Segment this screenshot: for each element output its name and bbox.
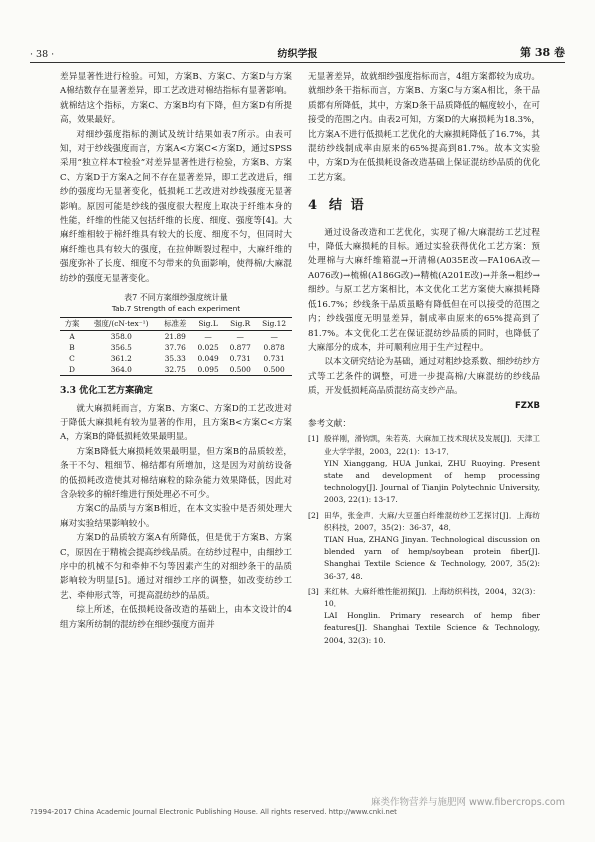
section-title: 结 语 [329, 198, 366, 214]
table-cell: 361.2 [110, 354, 132, 364]
section-number: 4 [308, 198, 320, 214]
section-heading: 3.3 优化工艺方案确定 [60, 385, 153, 397]
table-header: Sig.R [224, 318, 256, 330]
journal-name: 纺织学报 [277, 49, 318, 60]
table-cell: A [69, 332, 75, 342]
table-row [60, 364, 292, 376]
reference-en: TIAN Hua, ZHANG Jinyan. Technological discussion on blended yarn of hemp/soybean protein fiber[J]. Shanghai Textile Science & Technology, 2007, 35(2): 36-37, 48. [324, 534, 540, 581]
reference-number: [2] [308, 510, 319, 520]
table-cell: 0.025 [197, 343, 219, 353]
table-cell: — [270, 332, 278, 342]
paragraph: 方案B降低大麻损耗效果最明显，但方案B的品质较差，条干不匀、粗细节、棉结都有所增加，这是因为对前纺设备的低损耗改造使其对棉结麻粒的除杂能力效果降低，因此对含杂较多的棉纤维进行预处理必不可少。 [60, 446, 292, 500]
paragraph: 综上所述，在低损耗设备改造的基础上，由本文设计的4组方案所纺制的混纺纱在细纱强度方面并 [60, 605, 292, 630]
table-cell: C [69, 354, 75, 364]
reference-item [308, 433, 540, 506]
reference-item [308, 510, 540, 583]
reference-cn: 田华，张金声．大麻/大豆蛋白纤维混纺纱工艺探讨[J]．上海纺织科技，2007，35(2)：36-37，48． [324, 510, 540, 532]
table-cell: 0.731 [263, 354, 285, 364]
reference-en: LAI Honglin. Primary research of hemp fiber features[J]. Shanghai Textile Science & Technology, 2004, 32(3): 10. [324, 611, 540, 645]
paragraph: 对细纱强度指标的测试及统计结果如表7所示。由表可知，对于纱线强度而言，方案A<方案C<方案D，通过SPSS采用“独立样本T检验”对差异显著性进行检验，方案B、方案C、方案D于方案A之间不存在显著差异，即工艺改进后，细纱的强度均无显著变化，低损耗工艺改进对纱线强度无显著影响。原因可能是纱线的强度很大程度上取决于纤维本身的性能，纤维的性能又包括纤维的长度、细度、强度等[4]。大麻纤维相较于棉纤维具有较大的长度、细度不匀，但同时大麻纤维也具有较大的强度，在拉伸断裂过程中，大麻纤维的强度弥补了长度、细度不匀带来的负面影响，使得棉/大麻混纺纱的强度无显著变化。 [60, 129, 292, 284]
table-header: Sig.L [192, 318, 224, 330]
table-cell: 0.095 [192, 364, 224, 376]
references-title: 参考文献： [308, 418, 351, 429]
table-header: 强度/(cN·tex⁻¹) [84, 318, 159, 330]
table-cell: 0.500 [224, 364, 256, 376]
table-row [60, 331, 292, 343]
volume-label: 第 38 卷 [520, 46, 565, 59]
table-cell: 0.500 [256, 364, 292, 376]
right-column [308, 70, 540, 650]
reference-number: [1] [308, 434, 319, 444]
reference-number: [3] [308, 586, 319, 596]
table-cell: D [60, 364, 84, 376]
paragraph: 以本文研究结论为基础，通过对粗纱捻系数、细纱纺纱方式等工艺条件的调整，可进一步提高棉/大麻混纺的纱线品质，开发低损耗高品质混纺高支纱产品。 [308, 357, 540, 397]
table-header: Sig.12 [256, 318, 292, 330]
table-caption-en: Tab.7 Strength of each experiment [111, 304, 241, 314]
paragraph: 方案D的品质较方案A有所降低，但是优于方案B、方案C，原因在于精梳会提高纱线品质。在纺纱过程中，由细纱工序中的机械不匀和牵伸不匀等因素产生的对细纱条干的品质影响较为明显[5]。通过对细纱工序的调整，如改变纺纱工艺、牵伸形式等，可提高混纺纱的品质。 [60, 533, 292, 601]
page-header [30, 44, 565, 60]
reference-cn: 来红林．大麻纤维性能初探[J]．上海纺织科技，2004，32(3)：10． [324, 586, 540, 608]
table-cell: 364.0 [84, 364, 159, 376]
paragraph: 通过设备改造和工艺优化，实现了棉/大麻混纺工艺过程中，降低大麻损耗的目标。通过实验获得优化工艺方案：预处理棉与大麻纤维箱混→开清棉(A035E改—FA106A改—A076改)→梳棉(A186G改)→精梳(A201E改)→并条→粗纱→细纱。与原工艺方案相比，本文优化工艺方案使大麻损耗降低16.7%；纱线条干品质虽略有降低但在可以接受的范围之内；纱线强度无明显差异，制成率由原来的65%提高到了81.7%。本文优化工艺在保证混纺纱品质的同时，也降低了大麻部分的成本，并可顺利应用于生产过程中。 [308, 227, 540, 353]
left-column [60, 70, 292, 632]
table-cell: 0.878 [263, 343, 285, 353]
copyright-line: ?1994-2017 China Academic Journal Electronic Publishing House. All rights reserved. http://www.cnki.net [30, 808, 397, 816]
table-cell: 21.89 [164, 332, 186, 342]
journal-signature: FZXB [514, 400, 540, 411]
table-cell: 0.877 [229, 343, 251, 353]
page-number: · 38 · [30, 49, 55, 60]
paragraph: 就大麻损耗而言，方案B、方案C、方案D的工艺改进对于降低大麻损耗有较为显著的作用，且方案B<方案C<方案A，方案B的降低损耗效果最明显。 [60, 403, 292, 443]
table-cell: 356.5 [110, 343, 132, 353]
table-cell: 32.75 [159, 364, 192, 376]
page-footer [30, 797, 565, 816]
reference-item [308, 586, 540, 647]
table-cell: — [236, 332, 244, 342]
strength-table [60, 317, 292, 376]
table-cell: — [204, 332, 212, 342]
table-cell: 358.0 [110, 332, 132, 342]
reference-cn: 殷祥刚，滑钧凯，朱若英．大麻加工技术现状及发展[J]．天津工业大学学报，2003，22(1)：13-17． [324, 434, 540, 456]
paragraph: 无显著差异，故就细纱强度指标而言，4组方案都较为成功。就细纱条干指标而言，方案B、方案C与方案A相比，条干品质都有所降低，其中，方案D条干品质降低的幅度较小，在可接受的范围之内。由表2可知，方案D的大麻损耗为18.3%，比方案A不进行低损耗工艺优化的大麻损耗降低了16.7%，其混纺纱线制成率由原来的65%提高到81.7%。故本文实验中，方案D为在低损耗设备改造基础上保证混纺纱品质的优化工艺方案。 [308, 72, 540, 183]
table-cell: 35.33 [164, 354, 186, 364]
table-cell: B [69, 343, 75, 353]
reference-en: YIN Xianggang, HUA Junkai, ZHU Ruoying. Present state and development of hemp processing technology[J]. Journal of Tianjin Polytechnic University, 2003, 22(1): 13-17. [324, 458, 540, 505]
paragraph: 差异显著性进行检验。可知，方案B、方案C、方案D与方案A棉结数存在显著差异，即工艺改进对棉结指标有显著影响。就棉结这个指标，方案C、方案B均有下降，但方案D有所提高，效果最好。 [60, 72, 292, 126]
table-row [60, 353, 292, 364]
table-caption: 表7 不同方案细纱强度统计量 [124, 293, 228, 303]
table-cell: 0.731 [229, 354, 251, 364]
table-cell: 37.76 [164, 343, 186, 353]
paragraph: 方案C的品质与方案B相近，在本文实验中是否须处理大麻对实验结果影响较小。 [60, 504, 292, 529]
header-rule [30, 62, 565, 63]
table-header: 标准差 [159, 318, 192, 330]
section-heading [308, 199, 540, 213]
table-row [60, 342, 292, 353]
table-header: 方案 [60, 318, 84, 330]
watermark: 麻类作物营养与施肥网 www.fibercrops.com [370, 797, 565, 808]
table-cell: 0.049 [197, 354, 219, 364]
